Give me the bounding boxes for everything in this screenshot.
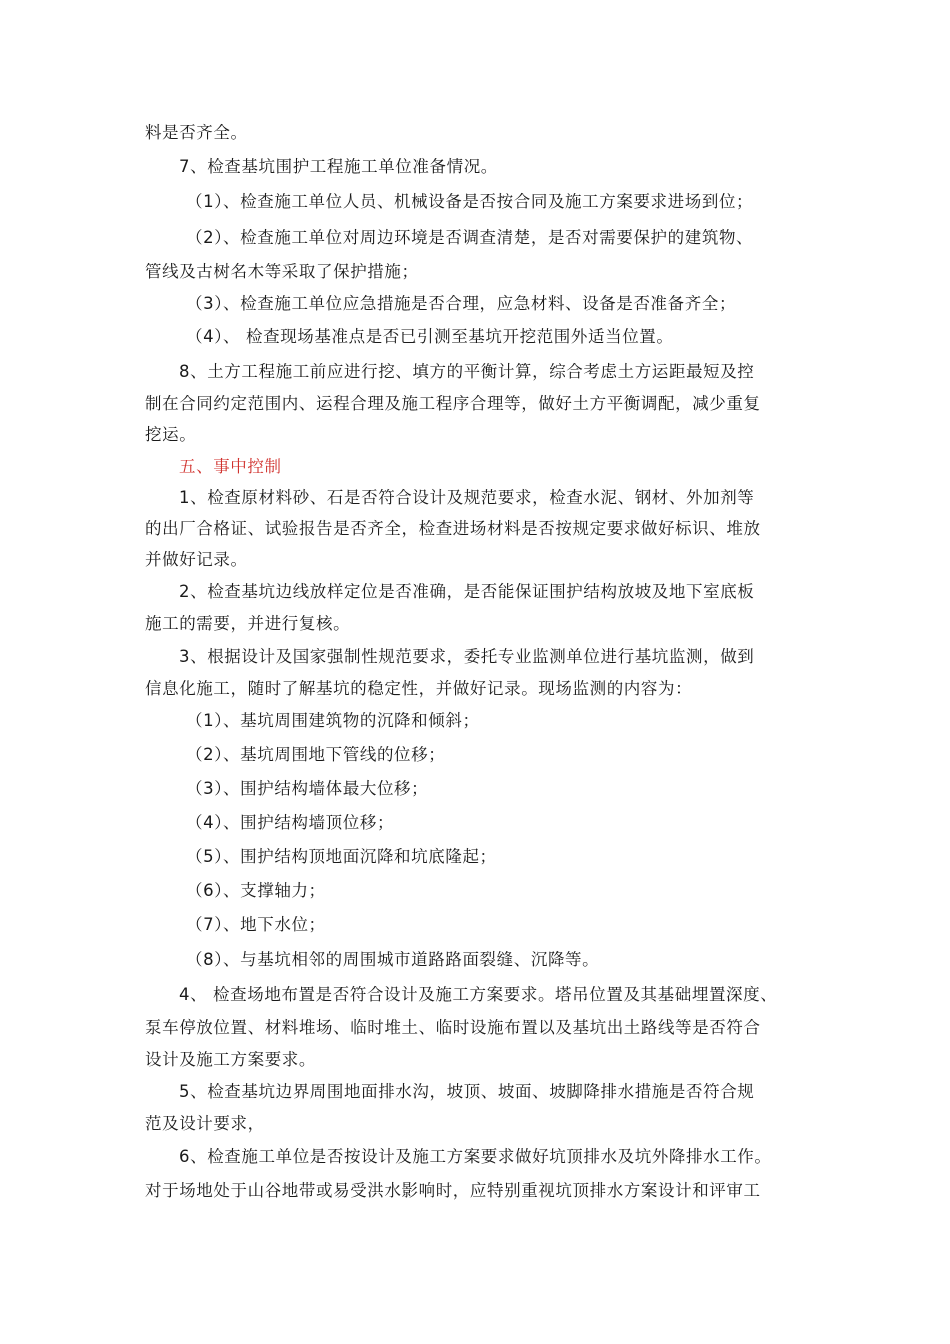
paragraph-line: 信息化施工，随时了解基坑的稳定性，并做好记录。现场监测的内容为： (145, 679, 693, 698)
paragraph-line: 5、检查基坑边界周围地面排水沟，坡顶、坡面、坡脚降排水措施是否符合规 (179, 1082, 755, 1101)
list-item: （6）、支撑轴力； (186, 881, 326, 900)
section-heading: 五、事中控制 (179, 457, 282, 476)
paragraph-line: 施工的需要，并进行复核。 (145, 614, 351, 633)
list-item: （7）、地下水位； (186, 915, 326, 934)
list-item: （5）、围护结构顶地面沉降和坑底隆起； (186, 847, 497, 866)
list-item: （1）、基坑周围建筑物的沉降和倾斜； (186, 711, 480, 730)
paragraph-line: 并做好记录。 (145, 550, 248, 569)
list-item: （4）、围护结构墙顶位移； (186, 813, 395, 832)
list-item: （3）、检查施工单位应急措施是否合理，应急材料、设备是否准备齐全； (186, 294, 737, 313)
list-item: （3）、围护结构墙体最大位移； (186, 779, 429, 798)
paragraph-line: 挖运。 (145, 425, 197, 444)
list-item: （1）、检查施工单位人员、机械设备是否按合同及施工方案要求进场到位； (186, 192, 754, 211)
paragraph-line: 8、土方工程施工前应进行挖、填方的平衡计算，综合考虑土方运距最短及控 (179, 362, 755, 381)
paragraph-line: 范及设计要求， (145, 1114, 265, 1133)
paragraph-line: 料是否齐全。 (145, 123, 248, 142)
paragraph-line: 4、 检查场地布置是否符合设计及施工方案要求。塔吊位置及其基础埋置深度、 (179, 985, 778, 1004)
paragraph-line: 2、检查基坑边线放样定位是否准确，是否能保证围护结构放坡及地下室底板 (179, 582, 755, 601)
paragraph-line: 的出厂合格证、试验报告是否齐全，检查进场材料是否按规定要求做好标识、堆放 (145, 519, 761, 538)
paragraph-line: 对于场地处于山谷地带或易受洪水影响时，应特别重视坑顶排水方案设计和评审工 (145, 1181, 761, 1200)
paragraph-line: 设计及施工方案要求。 (145, 1050, 316, 1069)
paragraph-line: 7、检查基坑围护工程施工单位准备情况。 (179, 157, 498, 176)
list-item: （2）、基坑周围地下管线的位移； (186, 745, 446, 764)
paragraph-line: 1、检查原材料砂、石是否符合设计及规范要求，检查水泥、钢材、外加剂等 (179, 488, 755, 507)
list-item: （8）、与基坑相邻的周围城市道路路面裂缝、沉降等。 (186, 950, 600, 969)
list-item: （2）、检查施工单位对周边环境是否调查清楚，是否对需要保护的建筑物、 (186, 228, 754, 247)
paragraph-line: 管线及古树名木等采取了保护措施； (145, 262, 419, 281)
paragraph-line: 泵车停放位置、材料堆场、临时堆土、临时设施布置以及基坑出土路线等是否符合 (145, 1018, 761, 1037)
list-item: （4）、 检查现场基准点是否已引测至基坑开挖范围外适当位置。 (186, 327, 674, 346)
paragraph-line: 制在合同约定范围内、运程合理及施工程序合理等，做好土方平衡调配，减少重复 (145, 394, 761, 413)
paragraph-line: 6、检查施工单位是否按设计及施工方案要求做好坑顶排水及坑外降排水工作。 (179, 1147, 772, 1166)
paragraph-line: 3、根据设计及国家强制性规范要求，委托专业监测单位进行基坑监测，做到 (179, 647, 755, 666)
